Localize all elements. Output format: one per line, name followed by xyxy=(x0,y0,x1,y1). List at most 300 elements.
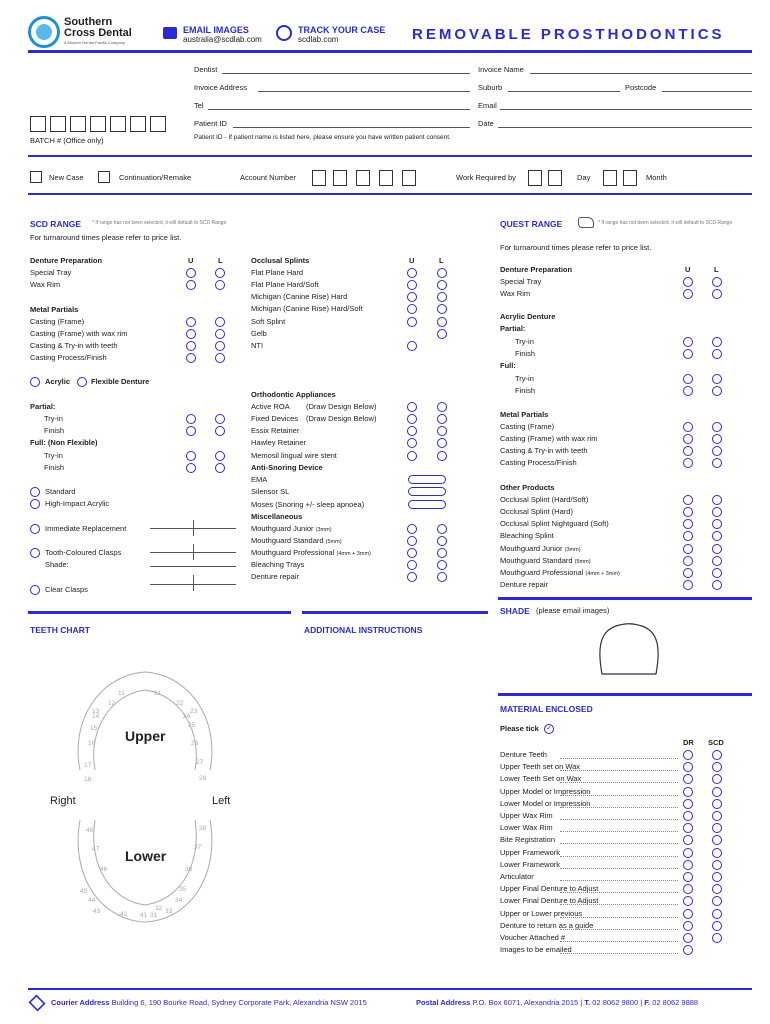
scd-ofhs: Flat Plane Hard/Soft xyxy=(251,280,319,289)
tooth-number: 35 xyxy=(179,886,187,893)
tooth-shade-icon[interactable] xyxy=(596,622,662,678)
scd-omhs-u[interactable] xyxy=(407,304,417,314)
shade-line[interactable] xyxy=(150,566,236,567)
quest-casting-tryin-u[interactable] xyxy=(683,446,693,456)
scd-clear-clasps: Clear Clasps xyxy=(45,585,88,594)
scd-turnaround: For turnaround times please refer to price list. xyxy=(30,233,182,242)
material-scd-checkbox[interactable] xyxy=(712,762,722,772)
quest-partial: Partial: xyxy=(500,324,526,333)
scd-hawley: Hawley Retainer xyxy=(251,438,307,447)
material-scd-checkbox[interactable] xyxy=(712,933,722,943)
scd-active-u[interactable] xyxy=(407,402,417,412)
quest-full-tryin-l[interactable] xyxy=(712,374,722,384)
quest-mg-std-l[interactable] xyxy=(712,556,722,566)
dotted-leader xyxy=(560,941,678,942)
scd-active: Active ROA xyxy=(251,402,290,411)
tooth-number: 45 xyxy=(80,888,88,895)
scd-casting-finish-u[interactable] xyxy=(186,353,196,363)
tooth-number: 23 xyxy=(190,708,198,715)
material-dr-checkbox[interactable] xyxy=(683,762,693,772)
day-box-2[interactable] xyxy=(548,170,562,186)
tooth-number: 37 xyxy=(194,844,202,851)
scd-casting-frame: Casting (Frame) xyxy=(30,317,85,326)
scd-ofhs-u[interactable] xyxy=(407,280,417,290)
scd-immediate: Immediate Replacement xyxy=(45,524,127,533)
material-scd-checkbox[interactable] xyxy=(712,909,722,919)
dotted-leader xyxy=(560,819,678,820)
quest-os3-u[interactable] xyxy=(683,519,693,529)
material-dr-checkbox[interactable] xyxy=(683,884,693,894)
scd-mg-pro: Mouthguard Professional xyxy=(251,548,335,557)
scd-casting-wax-l[interactable] xyxy=(215,329,225,339)
material-scd-checkbox[interactable] xyxy=(712,787,722,797)
tooth-number: 17 xyxy=(84,762,92,769)
scd-hawley-l[interactable] xyxy=(437,438,447,448)
quest-special-tray-l[interactable] xyxy=(712,277,722,287)
fax-number: 02 8062 9888 xyxy=(652,998,699,1007)
dotted-leader xyxy=(560,880,678,881)
tooth-number: 18 xyxy=(84,776,92,783)
material-dr-checkbox[interactable] xyxy=(683,945,693,955)
please-tick: Please tick xyxy=(500,724,539,733)
rule-quest xyxy=(498,597,752,600)
scd-casting-frame-l[interactable] xyxy=(215,317,225,327)
quest-denture-prep: Denture Preparation xyxy=(500,265,573,274)
scd-wax-rim-l[interactable] xyxy=(215,280,225,290)
dentist-field[interactable] xyxy=(222,73,470,74)
material-dr-checkbox[interactable] xyxy=(683,787,693,797)
material-dr-checkbox[interactable] xyxy=(683,933,693,943)
quest-u-header: U xyxy=(685,265,691,274)
new-case-label: New Case xyxy=(49,173,84,182)
scd-silensor-check[interactable] xyxy=(408,487,446,496)
material-item-label: Upper Wax Rim xyxy=(500,811,553,820)
tooth-number: 43 xyxy=(93,908,101,915)
scd-special-tray-u[interactable] xyxy=(186,268,196,278)
patient-id-field[interactable] xyxy=(233,127,470,128)
scd-occ-l: L xyxy=(439,256,444,265)
continuation-checkbox[interactable] xyxy=(98,171,110,183)
quest-casting-wax-u[interactable] xyxy=(683,434,693,444)
material-scd-checkbox[interactable] xyxy=(712,884,722,894)
immediate-divider xyxy=(193,520,194,536)
scd-bleach: Bleaching Trays xyxy=(251,560,305,569)
scd-omh-u[interactable] xyxy=(407,292,417,302)
scd-hawley-u[interactable] xyxy=(407,438,417,448)
scd-mg-junior: Mouthguard Junior xyxy=(251,524,314,533)
quest-note: * If range has not been selected, it will default to SCD Range xyxy=(598,220,733,226)
scd-mg-std-l[interactable] xyxy=(437,536,447,546)
scd-fixed-note: (Draw Design Below) xyxy=(306,414,377,423)
quest-mg-junior-l[interactable] xyxy=(712,544,722,554)
scd-acrylic-label: Acrylic xyxy=(45,377,71,386)
material-scd-checkbox[interactable] xyxy=(712,811,722,821)
scd-ofh-u[interactable] xyxy=(407,268,417,278)
scd-ofh-l[interactable] xyxy=(437,268,447,278)
quest-special-tray: Special Tray xyxy=(500,277,542,286)
quest-casting-tryin-l[interactable] xyxy=(712,446,722,456)
dotted-leader xyxy=(560,929,678,930)
scd-special-tray: Special Tray xyxy=(30,268,72,277)
scd-moses: Moses (Snoring +/- sleep apnoea) xyxy=(251,500,365,509)
tooth-number: 41 xyxy=(140,912,148,919)
postcode-label: Postcode xyxy=(625,83,657,92)
scd-active-note: (Draw Design Below) xyxy=(306,402,377,411)
fax-label: F. xyxy=(644,998,651,1007)
quest-repair-u[interactable] xyxy=(683,580,693,590)
quest-wax-rim-l[interactable] xyxy=(712,289,722,299)
email-field[interactable] xyxy=(500,109,752,110)
dotted-leader xyxy=(560,917,678,918)
scd-casting-tryin: Casting & Try-in with teeth xyxy=(30,341,118,350)
quest-partial-tryin-l[interactable] xyxy=(712,337,722,347)
scd-full-finish-l[interactable] xyxy=(215,463,225,473)
scd-mg-junior-l[interactable] xyxy=(437,524,447,534)
quest-mg-junior: Mouthguard Junior xyxy=(500,544,563,553)
day-label: Day xyxy=(577,173,591,182)
scd-high-impact-radio[interactable] xyxy=(30,499,40,509)
quest-bleach: Bleaching Splint xyxy=(500,531,554,540)
month-box-2[interactable] xyxy=(623,170,637,186)
scd-partial-finish-l[interactable] xyxy=(215,426,225,436)
scd-essix-l[interactable] xyxy=(437,426,447,436)
clear-divider xyxy=(193,575,194,591)
shade-title: SHADE xyxy=(500,606,530,616)
material-scd-checkbox[interactable] xyxy=(712,774,722,784)
scd-mg-pro-u[interactable] xyxy=(407,548,417,558)
scd-osoft: Soft Splint xyxy=(251,317,286,326)
postal-address: P.O. Box 6071, Alexandria 2015 xyxy=(472,998,579,1007)
scd-tooth-clasps-radio[interactable] xyxy=(30,548,40,558)
tooth-number: 16 xyxy=(88,740,96,747)
tooth-number: 46 xyxy=(100,866,108,873)
scd-wax-rim: Wax Rim xyxy=(30,280,61,289)
quest-os2: Occlusal Splint (Hard) xyxy=(500,507,573,516)
material-scd-checkbox[interactable] xyxy=(712,750,722,760)
material-dr-checkbox[interactable] xyxy=(683,896,693,906)
material-dr-checkbox[interactable] xyxy=(683,848,693,858)
dotted-leader xyxy=(560,856,678,857)
scd-casting-wax-u[interactable] xyxy=(186,329,196,339)
material-item-label: Bite Registration xyxy=(500,835,556,845)
suburb-field[interactable] xyxy=(508,91,620,92)
material-dr-checkbox[interactable] xyxy=(683,921,693,931)
tooth-number: 24 xyxy=(183,713,191,720)
material-dr-checkbox[interactable] xyxy=(683,799,693,809)
tooth-number: 27 xyxy=(196,759,204,766)
quest-mg-junior-u[interactable] xyxy=(683,544,693,554)
quest-turnaround: For turnaround times please refer to price list. xyxy=(500,243,652,252)
scd-omh-l[interactable] xyxy=(437,292,447,302)
tooth-number: 31 xyxy=(150,912,158,919)
scd-moses-check[interactable] xyxy=(408,500,446,509)
quest-casting-finish: Casting Process/Finish xyxy=(500,458,577,467)
new-case-checkbox[interactable] xyxy=(30,171,42,183)
scd-flexible-radio[interactable] xyxy=(77,377,87,387)
quest-partial-finish-u[interactable] xyxy=(683,349,693,359)
scd-memosil-l[interactable] xyxy=(437,451,447,461)
tooth-number: 38 xyxy=(199,825,207,832)
postcode-field[interactable] xyxy=(662,91,752,92)
quest-wax-rim-u[interactable] xyxy=(683,289,693,299)
scd-clear-clasps-radio[interactable] xyxy=(30,585,40,595)
scd-denture-prep: Denture Preparation xyxy=(30,256,103,265)
material-scd-checkbox[interactable] xyxy=(712,921,722,931)
quest-bleach-u[interactable] xyxy=(683,531,693,541)
tooth-number: 13 xyxy=(92,708,100,715)
material-item-label: Upper Teeth set on Wax xyxy=(500,762,581,772)
month-box-1[interactable] xyxy=(603,170,617,186)
clear-line[interactable] xyxy=(150,584,236,585)
quest-full-finish-u[interactable] xyxy=(683,386,693,396)
scd-antisnore: Anti-Snoring Device xyxy=(251,463,323,472)
material-dr-checkbox[interactable] xyxy=(683,750,693,760)
scd-repair-l[interactable] xyxy=(437,572,447,582)
tooth-number: 14 xyxy=(92,713,100,720)
material-dr-checkbox[interactable] xyxy=(683,860,693,870)
patient-note: Patient ID - If patient name is listed here, please ensure you have written patient consent. xyxy=(194,134,451,141)
scd-misc: Miscellaneous xyxy=(251,512,303,521)
quest-casting-finish-l[interactable] xyxy=(712,458,722,468)
tooth-number: 26 xyxy=(191,740,199,747)
scd-occlusal: Occlusal Splints xyxy=(251,256,310,265)
quest-mg-std-u[interactable] xyxy=(683,556,693,566)
additional-instructions-area[interactable] xyxy=(304,640,488,980)
quest-repair-l[interactable] xyxy=(712,580,722,590)
scd-ofhs-l[interactable] xyxy=(437,280,447,290)
dentist-label: Dentist xyxy=(194,65,218,74)
scd-omhs: Michigan (Canine Rise) Hard/Soft xyxy=(251,304,363,313)
scd-mg-pro-note: (4mm + 3mm) xyxy=(336,551,371,557)
logo-inner xyxy=(36,24,52,40)
scd-ogelb-l[interactable] xyxy=(437,329,447,339)
tooth-number: 25 xyxy=(188,722,196,729)
scd-full-tryin-u[interactable] xyxy=(186,451,196,461)
tooth-number: 34 xyxy=(175,897,183,904)
scd-mg-junior-u[interactable] xyxy=(407,524,417,534)
material-item-label: Upper or Lower previous xyxy=(500,908,583,918)
quest-casting-wax-l[interactable] xyxy=(712,434,722,444)
scd-full-tryin-l[interactable] xyxy=(215,451,225,461)
rule-additional xyxy=(302,611,488,614)
day-box-1[interactable] xyxy=(528,170,542,186)
footer-rule xyxy=(28,988,752,990)
quest-casting-frame: Casting (Frame) xyxy=(500,422,555,431)
scd-finish: Finish xyxy=(44,426,65,435)
quest-repair: Denture repair xyxy=(500,580,548,589)
quest-partial-tryin-u[interactable] xyxy=(683,337,693,347)
material-scd-checkbox[interactable] xyxy=(712,896,722,906)
scd-essix: Essix Retainer xyxy=(251,426,300,435)
quest-special-tray-u[interactable] xyxy=(683,277,693,287)
material-scd-checkbox[interactable] xyxy=(712,799,722,809)
header-rule xyxy=(28,50,752,53)
tooth-number: 21 xyxy=(154,690,162,697)
scd-l-header: L xyxy=(218,256,223,265)
quest-l-header: L xyxy=(714,265,719,274)
continuation-label: Continuation/Remake xyxy=(119,173,192,182)
scd-special-tray-l[interactable] xyxy=(215,268,225,278)
material-dr-checkbox[interactable] xyxy=(683,823,693,833)
quest-mg-pro-l[interactable] xyxy=(712,568,722,578)
scd-ortho: Orthodontic Appliances xyxy=(251,390,336,399)
scd-immediate-radio[interactable] xyxy=(30,524,40,534)
scd-shade: Shade: xyxy=(45,560,69,569)
scd-mg-std-u[interactable] xyxy=(407,536,417,546)
quest-os1-l[interactable] xyxy=(712,495,722,505)
material-scd-checkbox[interactable] xyxy=(712,823,722,833)
scd-bleach-u[interactable] xyxy=(407,560,417,570)
scd-repair: Denture repair xyxy=(251,572,299,581)
material-scd-checkbox[interactable] xyxy=(712,835,722,845)
clasps-divider xyxy=(193,544,194,560)
quest-casting-wax: Casting (Frame) with wax rim xyxy=(500,434,598,443)
rule-2 xyxy=(28,155,752,157)
right-label: Right xyxy=(50,795,76,807)
quest-bleach-l[interactable] xyxy=(712,531,722,541)
rule-3 xyxy=(28,193,752,195)
scd-tryin2: Try-in xyxy=(44,451,63,460)
material-dr-checkbox[interactable] xyxy=(683,909,693,919)
image-icon xyxy=(163,27,177,39)
additional-title: ADDITIONAL INSTRUCTIONS xyxy=(304,625,423,635)
scd-ema-check[interactable] xyxy=(408,475,446,484)
scd-standard-radio[interactable] xyxy=(30,487,40,497)
scd-mg-pro-l[interactable] xyxy=(437,548,447,558)
quest-casting-finish-u[interactable] xyxy=(683,458,693,468)
material-scd: SCD xyxy=(708,738,724,747)
email-label: Email xyxy=(478,101,497,110)
quest-tryin2: Try-in xyxy=(515,374,534,383)
scd-repair-u[interactable] xyxy=(407,572,417,582)
track-title: TRACK YOUR CASE xyxy=(298,25,386,35)
email-link[interactable]: australia@scdlab.com xyxy=(183,35,262,44)
scd-memosil: Memosil lingual wire stent xyxy=(251,451,337,460)
quest-tryin: Try-in xyxy=(515,337,534,346)
scd-u-header: U xyxy=(188,256,194,265)
scd-casting-tryin-u[interactable] xyxy=(186,341,196,351)
material-dr-checkbox[interactable] xyxy=(683,872,693,882)
material-scd-checkbox[interactable] xyxy=(712,872,722,882)
quest-full-finish-l[interactable] xyxy=(712,386,722,396)
scd-partial: Partial: xyxy=(30,402,56,411)
material-item-label: Images to be emailed xyxy=(500,945,572,955)
globe-icon xyxy=(276,25,292,41)
dotted-leader xyxy=(560,843,678,844)
material-item-label: Lower Wax Rim xyxy=(500,823,553,833)
material-dr-checkbox[interactable] xyxy=(683,774,693,784)
material-item-label: Lower Final Denture to Adjust xyxy=(500,896,599,906)
scd-mg-std-note: (5mm) xyxy=(325,539,342,545)
scd-active-l[interactable] xyxy=(437,402,447,412)
quest-full-tryin-u[interactable] xyxy=(683,374,693,384)
quest-os2-l[interactable] xyxy=(712,507,722,517)
scd-osoft-l[interactable] xyxy=(437,317,447,327)
material-item-label: Denture to return as a guide xyxy=(500,920,594,930)
shade-note: (please email images) xyxy=(536,606,610,615)
quest-mg-std: Mouthguard Standard xyxy=(500,556,573,565)
quest-finish: Finish xyxy=(515,349,536,358)
quest-os2-u[interactable] xyxy=(683,507,693,517)
dotted-leader xyxy=(560,831,678,832)
scd-partial-tryin-u[interactable] xyxy=(186,414,196,424)
material-item-label: Upper Framework xyxy=(500,847,561,857)
material-item-label: Articulator xyxy=(500,872,534,881)
scd-memosil-u[interactable] xyxy=(407,451,417,461)
track-link[interactable]: scdlab.com xyxy=(298,35,339,44)
material-item-label: Upper Final Denture to Adjust xyxy=(500,884,599,894)
scd-fixed-l[interactable] xyxy=(437,414,447,424)
date-field[interactable] xyxy=(498,127,752,128)
scd-onti-u[interactable] xyxy=(407,341,417,351)
tooth-number: 44 xyxy=(88,897,96,904)
scd-partial-tryin-l[interactable] xyxy=(215,414,225,424)
scd-full-finish-u[interactable] xyxy=(186,463,196,473)
material-scd-checkbox[interactable] xyxy=(712,860,722,870)
patient-id-label: Patient ID xyxy=(194,119,227,128)
quest-full: Full: xyxy=(500,361,516,370)
tooth-number: 15 xyxy=(90,725,98,732)
tel-field[interactable] xyxy=(208,109,470,110)
scd-partial-finish-u[interactable] xyxy=(186,426,196,436)
quest-finish2: Finish xyxy=(515,386,536,395)
scd-acrylic-radio[interactable] xyxy=(30,377,40,387)
material-dr-checkbox[interactable] xyxy=(683,835,693,845)
scd-casting-frame-u[interactable] xyxy=(186,317,196,327)
month-label: Month xyxy=(646,173,667,182)
batch-label: BATCH # (Office only) xyxy=(30,136,104,145)
invoice-address-field[interactable] xyxy=(258,91,470,92)
tooth-number: 36 xyxy=(185,866,193,873)
scd-high-impact: High-Impact Acrylic xyxy=(45,499,110,508)
material-dr: DR xyxy=(683,738,694,747)
material-scd-checkbox[interactable] xyxy=(712,848,722,858)
left-label: Left xyxy=(212,795,231,807)
quest-partial-finish-l[interactable] xyxy=(712,349,722,359)
scd-mg-std: Mouthguard Standard xyxy=(251,536,324,545)
scd-casting-tryin-l[interactable] xyxy=(215,341,225,351)
scd-ogelb: Gelb xyxy=(251,329,267,338)
scd-essix-u[interactable] xyxy=(407,426,417,436)
scd-full-nonflex: Full: (Non Flexible) xyxy=(30,438,98,447)
scd-wax-rim-u[interactable] xyxy=(186,280,196,290)
brand-line2: Cross Dental xyxy=(64,27,132,39)
scd-standard: Standard xyxy=(45,487,76,496)
tooth-number: 12 xyxy=(108,700,116,707)
rule-teeth xyxy=(28,611,291,614)
scd-osoft-u[interactable] xyxy=(407,317,417,327)
quest-os1-u[interactable] xyxy=(683,495,693,505)
dotted-leader xyxy=(560,807,678,808)
quest-casting-frame-u[interactable] xyxy=(683,422,693,432)
invoice-name-field[interactable] xyxy=(530,73,752,74)
quest-os3-l[interactable] xyxy=(712,519,722,529)
scd-bleach-l[interactable] xyxy=(437,560,447,570)
quest-mg-std-note: (5mm) xyxy=(574,559,591,565)
scd-omhs-l[interactable] xyxy=(437,304,447,314)
quest-casting-frame-l[interactable] xyxy=(712,422,722,432)
scd-fixed-u[interactable] xyxy=(407,414,417,424)
quest-casting-tryin: Casting & Try-in with teeth xyxy=(500,446,588,455)
scd-mg-junior-note: (3mm) xyxy=(315,527,332,533)
scd-onti: NTI xyxy=(251,341,264,350)
lower-label: Lower xyxy=(125,848,167,864)
teeth-title: TEETH CHART xyxy=(30,625,90,635)
scd-casting-finish-l[interactable] xyxy=(215,353,225,363)
quest-other: Other Products xyxy=(500,483,555,492)
quest-mg-pro-u[interactable] xyxy=(683,568,693,578)
material-dr-checkbox[interactable] xyxy=(683,811,693,821)
